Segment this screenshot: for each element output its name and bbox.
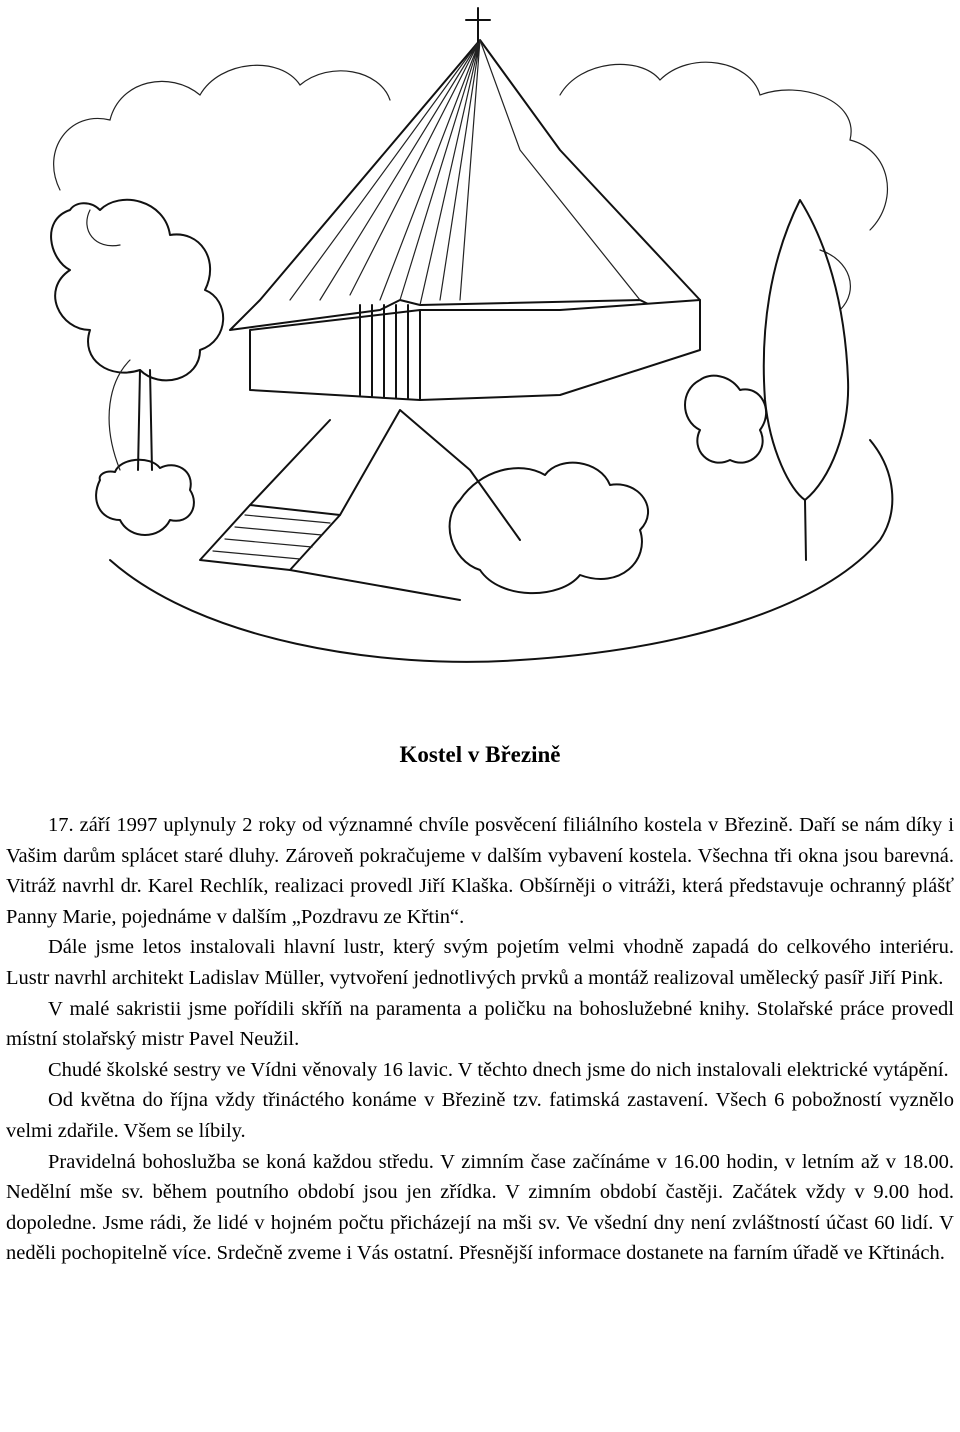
paragraph-pews: Chudé školské sestry ve Vídni věnovaly 16 lavic. V těchto dnech jsme do nich instalovali elektrické vytápění. (48, 1058, 949, 1081)
paragraph-fatima: Od května do října vždy třináctého konáme v Březině tzv. fatimská zastavení. Všech 6 pobožností vyznělo velmi zdařile. Všem se líbily. (6, 1089, 954, 1142)
church-drawing-icon (0, 0, 960, 690)
article-body (6, 810, 954, 1269)
paragraph-chandelier: Dále jsme letos instalovali hlavní lustr, který svým pojetím velmi vhodně zapadá do celkového interiéru. Lustr navrhl architekt Ladislav Müller, vytvoření jednotlivých prvků a montáž realizoval umělecký pasíř Jiří Pink. (6, 936, 954, 989)
paragraph-consecration: 17. září 1997 uplynuly 2 roky od významné chvíle posvěcení filiálního kostela v Březině. Daří se nám díky i Vašim darům splácet staré dluhy. Zároveň pokračujeme v dalším vybavení kostela. Všechna tři okna jsou barevná. Vitráž navrhl dr. Karel Rechlík, realizaci provedl Jiří Klaška. Obšírněji o vitráži, která představuje ochranný plášť Panny Marie, pojednáme v dalším „Pozdravu ze Křtin“. (6, 814, 954, 928)
article-title: Kostel v Březině (399, 742, 561, 767)
paragraph-services: Pravidelná bohoslužba se koná každou středu. V zimním čase začínáme v 16.00 hodin, v letním až v 18.00. Nedělní mše sv. během poutního období jsou jen zřídka. V zimním období častěji. Začátek vždy v 9.00 hod. dopoledne. Jsme rádi, že lidé v hojném počtu přicházejí na mši sv. Ve všední dny není zvláštností účast 60 lidí. V neděli pochopitelně více. Srdečně zveme i Vás ostatní. Přesnější informace dostanete na farním úřadě ve Křtinách. (6, 1150, 954, 1265)
church-illustration (0, 0, 960, 690)
paragraph-sacristy: V malé sakristii jsme pořídili skříň na paramenta a poličku na bohoslužebné knihy. Stolařské práce provedl místní stolařský mistr Pavel Neužil. (6, 997, 954, 1051)
